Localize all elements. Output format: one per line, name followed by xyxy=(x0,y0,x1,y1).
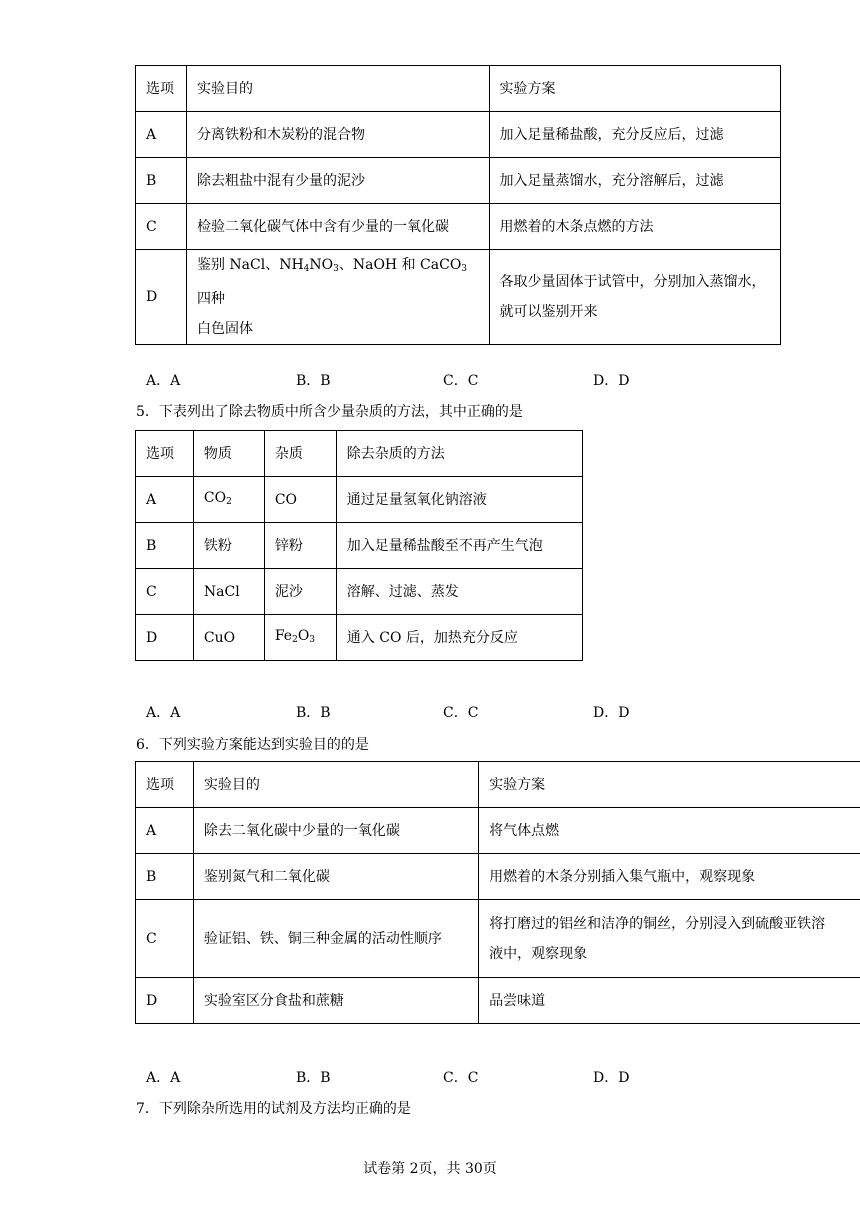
cell-option: C xyxy=(136,569,194,615)
option-b[interactable]: B．B xyxy=(296,705,331,721)
table-row xyxy=(136,250,781,345)
table-q5 xyxy=(135,430,583,661)
cell-method: 通过足量氢氧化钠溶液 xyxy=(336,477,582,523)
cell-plan: 加入足量蒸馏水，充分溶解后，过滤 xyxy=(489,158,781,204)
cell-impurity: 泥沙 xyxy=(264,569,336,615)
plan-line-2: 液中，观察现象 xyxy=(489,945,588,962)
cell-option: B xyxy=(136,158,187,204)
cell-option: C xyxy=(136,900,194,978)
option-c[interactable]: C．C xyxy=(443,1070,479,1086)
table-row xyxy=(136,477,583,523)
table-row xyxy=(136,900,860,978)
cell-option: D xyxy=(136,978,194,1024)
table-row xyxy=(136,569,583,615)
header-option: 选项 xyxy=(136,762,194,808)
cell-plan: 品尝味道 xyxy=(479,978,860,1024)
option-d[interactable]: D．D xyxy=(593,373,630,389)
option-d[interactable]: D．D xyxy=(593,1070,630,1086)
table-q4 xyxy=(135,65,781,345)
table-header-row xyxy=(136,431,583,477)
cell-option: A xyxy=(136,112,187,158)
cell-plan xyxy=(489,250,781,345)
cell-option: D xyxy=(136,615,194,661)
cell-plan: 用燃着的木条分别插入集气瓶中，观察现象 xyxy=(479,854,860,900)
table-q6 xyxy=(135,761,860,1024)
cell-method: 通入 CO 后，加热充分反应 xyxy=(336,615,582,661)
table-row xyxy=(136,978,860,1024)
header-option: 选项 xyxy=(136,431,194,477)
cell-purpose: 检验二氧化碳气体中含有少量的一氧化碳 xyxy=(186,204,489,250)
cell-option: D xyxy=(136,250,187,345)
table-row xyxy=(136,204,781,250)
header-impurity: 杂质 xyxy=(264,431,336,477)
purpose-line-1: 鉴别 NaCl、$NH_4NO_3$、NaOH 和 CaCO$_3$四种 xyxy=(196,257,468,307)
cell-method: 溶解、过滤、蒸发 xyxy=(336,569,582,615)
cell-method: 加入足量稀盐酸至不再产生气泡 xyxy=(336,523,582,569)
header-plan: 实验方案 xyxy=(479,762,860,808)
table-row xyxy=(136,523,583,569)
cell-impurity: 锌粉 xyxy=(264,523,336,569)
cell-plan: 将气体点燃 xyxy=(479,808,860,854)
cell-purpose: 除去粗盐中混有少量的泥沙 xyxy=(186,158,489,204)
table-header-row xyxy=(136,66,781,112)
plan-line-1: 各取少量固体于试管中，分别加入蒸馏水， xyxy=(499,274,766,290)
cell-plan xyxy=(479,900,860,978)
purpose-line-2: 白色固体 xyxy=(196,321,253,337)
cell-purpose: 验证铝、铁、铜三种金属的活动性顺序 xyxy=(193,900,478,978)
cell-option: B xyxy=(136,854,194,900)
cell-plan: 加入足量稀盐酸，充分反应后，过滤 xyxy=(489,112,781,158)
question-5-stem: 5．下表列出了除去物质中所含少量杂质的方法，其中正确的是 xyxy=(136,404,523,420)
table-row xyxy=(136,615,583,661)
cell-purpose: 分离铁粉和木炭粉的混合物 xyxy=(186,112,489,158)
cell-option: C xyxy=(136,204,187,250)
cell-option: A xyxy=(136,808,194,854)
option-b[interactable]: B．B xyxy=(296,373,331,389)
cell-impurity: CO xyxy=(264,477,336,523)
cell-impurity: $Fe_2O_3$ xyxy=(264,615,336,661)
cell-option: B xyxy=(136,523,194,569)
header-purpose: 实验目的 xyxy=(193,762,478,808)
table-header-row xyxy=(136,762,860,808)
cell-purpose xyxy=(186,250,489,345)
option-a[interactable]: A．A xyxy=(146,1070,181,1086)
table-row xyxy=(136,808,860,854)
question-7-stem: 7．下列除杂所选用的试剂及方法均正确的是 xyxy=(136,1101,411,1117)
cell-option: A xyxy=(136,477,194,523)
header-plan: 实验方案 xyxy=(489,66,781,112)
cell-substance: NaCl xyxy=(193,569,264,615)
option-d[interactable]: D．D xyxy=(593,705,630,721)
plan-line-2: 就可以鉴别开来 xyxy=(499,304,598,320)
option-a[interactable]: A．A xyxy=(146,705,181,721)
plan-line-1: 将打磨过的铝丝和洁净的铜丝，分别浸入到硫酸亚铁溶 xyxy=(489,915,826,932)
cell-purpose: 实验室区分食盐和蔗糖 xyxy=(193,978,478,1024)
cell-substance: 铁粉 xyxy=(193,523,264,569)
cell-substance: CuO xyxy=(193,615,264,661)
table-row xyxy=(136,854,860,900)
option-a[interactable]: A．A xyxy=(146,373,181,389)
question-6-stem: 6．下列实验方案能达到实验目的的是 xyxy=(136,737,369,753)
cell-substance: $CO_2$ xyxy=(193,477,264,523)
page-footer: 试卷第 2页，共 30页 xyxy=(363,1161,497,1177)
cell-plan: 用燃着的木条点燃的方法 xyxy=(489,204,781,250)
cell-purpose: 除去二氧化碳中少量的一氧化碳 xyxy=(193,808,478,854)
table-row xyxy=(136,112,781,158)
header-method: 除去杂质的方法 xyxy=(336,431,582,477)
option-c[interactable]: C．C xyxy=(443,373,479,389)
option-b[interactable]: B．B xyxy=(296,1070,331,1086)
header-substance: 物质 xyxy=(193,431,264,477)
cell-purpose: 鉴别氮气和二氧化碳 xyxy=(193,854,478,900)
header-purpose: 实验目的 xyxy=(186,66,489,112)
header-option: 选项 xyxy=(136,66,187,112)
option-c[interactable]: C．C xyxy=(443,705,479,721)
table-row xyxy=(136,158,781,204)
